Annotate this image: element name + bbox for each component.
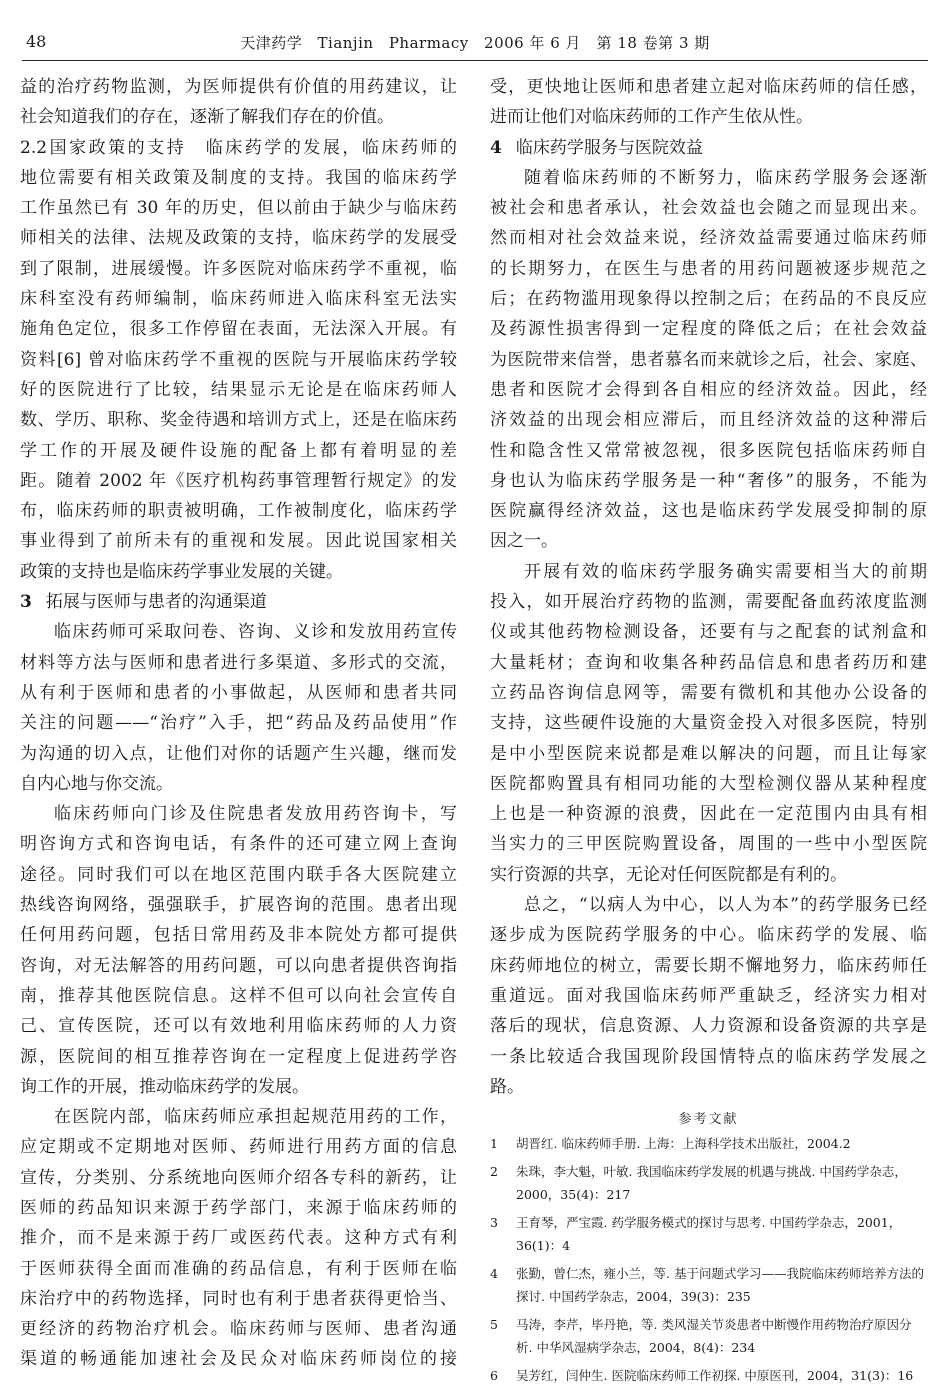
left-column [20,72,457,1375]
section-heading [20,133,457,163]
references-title: 参考文献 [678,1112,739,1128]
text-line: 身也认为临床药学服务是一种“奢侈”的服务，不能为 [490,470,927,491]
text-line: 为沟通的切入点，让他们对你的话题产生兴趣，继而发 [20,743,457,764]
text-line: 医院都购置具有相同功能的大型检测仪器从某种程度 [490,773,927,794]
text-line: 距。随着 2002 年《医疗机构药事管理暂行规定》的发 [20,470,457,491]
reference-item [490,1313,927,1360]
text-line: 床治疗中的药物选择，同时也有利于患者获得更恰当、 [20,1288,457,1309]
text-line: 政策的支持也是临床药学事业发展的关键。 [20,561,343,582]
text-line: 宣传，分类别、分系统地向医师介绍各专科的新药，让 [20,1167,457,1188]
references-list [490,1132,927,1387]
text-line: 因之一。 [490,531,558,552]
text-line: 资料[6] 曾对临床药学不重视的医院与开展临床药学较 [20,349,457,370]
text-line: 路。 [490,1076,524,1097]
text-line: 及药源性损害得到一定程度的降低之后；在社会效益 [490,319,927,340]
text-line: 逐步成为医院药学服务的中心。临床药学的发展、临 [490,925,927,946]
text-line: 患者和医院才会得到各自相应的经济效益。因此，经 [490,379,927,400]
text-line: 落后的现状，信息资源、人力资源和设备资源的共享是 [490,1016,927,1037]
reference-number: 1 [490,1136,498,1152]
section-heading-text: 拓展与医师与患者的沟通渠道 [45,592,267,613]
text-line: 途径。同时我们可以在地区范围内联手各大医院建立 [20,864,457,885]
section-heading-text: 国家政策的支持 临床药学的发展，临床药师的 [47,137,457,158]
text-line: 咨询，对无法解答的用药问题，可以向患者提供咨询指 [20,955,457,976]
text-line: 实行资源的共享，无论对任何医院都是有利的。 [490,864,847,885]
text-line: 事业得到了前所未有的重视和发展。因此说国家相关 [20,531,457,552]
reference-text: 张勤，曾仁杰，雍小兰，等. 基于问题式学习——我院临床药师培养方法的探讨. 中国药学杂志，2004，39(3)：235 [516,1265,924,1305]
reference-text: 马涛，李芹，毕丹艳，等. 类风湿关节炎患者中断慢作用药物治疗原因分析. 中华风湿病学杂志，2004，8(4)：234 [516,1316,912,1356]
reference-text: 胡晋红. 临床药师手册. 上海：上海科学技术出版社，2004.2 [516,1136,851,1152]
reference-number: 4 [490,1265,498,1281]
text-line: 床科室没有药师编制，临床药师进入临床科室无法实 [20,289,457,310]
reference-number: 5 [490,1316,498,1332]
text-line: 热线咨询网络，强强联手，扩展咨询的范围。患者出现 [20,895,457,916]
section-number: 4 [490,137,502,158]
text-line: 临床药师可采取问卷、咨询、义诊和发放用药宣传 [54,622,457,643]
text-line: 自内心地与你交流。 [20,773,173,794]
right-column-text [490,72,927,1102]
text-line: 关注的问题——“治疗”入手，把“药品及药品使用”作 [20,713,457,734]
text-line: 当实力的三甲医院购置设备，周围的一些中小型医院 [490,834,927,855]
text-line: 于医师获得全面而准确的药品信息，有利于医师在临 [20,1258,457,1279]
text-line: 上也是一种资源的浪费，因此在一定范围内由具有相 [490,804,927,825]
journal-running-head [22,32,928,53]
reference-text: 吴芳红，闫仲生. 医院临床药师工作初探. 中原医刊，2004，31(3)：16 [516,1367,914,1383]
text-line: 临床药师向门诊及住院患者发放用药咨询卡，写 [54,804,457,825]
text-line: 的长期努力，在医生与患者的用药问题被逐步规范之 [490,258,927,279]
text-line: 大量耗材；查询和收集各种药品信息和患者药历和建 [490,652,927,673]
text-line: 工作虽然已有 30 年的历史，但以前由于缺少与临床药 [20,198,457,219]
text-line: 南，推荐其他医院信息。这样不但可以向社会宣传自 [20,985,457,1006]
text-line: 性和隐含性又常常被忽视，很多医院包括临床药师自 [490,440,927,461]
text-line: 然而相对社会效益来说，经济效益需要通过临床药师 [490,228,927,249]
text-line: 后；在药物滥用现象得以控制之后；在药品的不良反应 [490,289,927,310]
text-line: 数、学历、职称、奖金待遇和培训方式上，还是在临床药 [20,410,457,431]
text-line: 己、宣传医院，还可以有效地利用临床药师的人力资 [20,1016,457,1037]
text-line: 材料等方法与医师和患者进行多渠道、多形式的交流， [20,652,457,673]
section-number: 3 [20,592,32,613]
reference-item [490,1262,927,1309]
section-heading [490,133,927,163]
text-line: 床药师地位的树立，需要长期不懈地努力，临床药师任 [490,955,927,976]
text-line: 益的治疗药物监测，为医师提供有价值的用药建议，让 [20,77,457,97]
text-line: 推介，而不是来源于药厂或医药代表。这种方式有利 [20,1228,457,1249]
text-line: 医师的药品知识来源于药学部门，来源于临床药师的 [20,1197,457,1218]
section-number: 2.2 [20,137,48,158]
text-line: 任何用药问题，包括日常用药及非本院处方都可提供 [20,925,457,946]
text-line: 社会知道我们的存在，逐渐了解我们存在的价值。 [20,107,394,128]
text-line: 好的医院进行了比较，结果显示无论是在临床药师人 [20,379,457,400]
reference-number: 2 [490,1163,498,1179]
text-line: 随着临床药师的不断努力，临床药学服务会逐渐 [524,167,927,188]
references-section [490,1108,927,1387]
text-line: 布，临床药师的职责被明确，工作被制度化，临床药学 [20,501,457,522]
right-column [490,72,927,1391]
text-line: 为医院带来信誉，患者慕名而来就诊之后，社会、家庭、 [490,349,927,370]
reference-number: 3 [490,1214,498,1230]
journal-issue: 2006 年 6 月 第 18 卷第 3 期 [484,34,710,52]
reference-text: 朱珠，李大魁，叶敏. 我国临床药学发展的机遇与挑战. 中国药学杂志，2000，35(4)：217 [516,1163,907,1203]
text-line: 到了限制，进展缓慢。许多医院对临床药学不重视，临 [20,258,457,279]
text-line: 医院赢得经济效益，这也是临床药学发展受抑制的原 [490,501,927,522]
text-line: 从有利于医师和患者的小事做起，从医师和患者共同 [20,682,457,703]
reference-item [490,1211,927,1258]
reference-text: 王育琴，严宝霞. 药学服务模式的探讨与思考. 中国药学杂志，2001，36(1)：4 [516,1214,902,1254]
reference-item [490,1364,927,1388]
page-header [22,32,928,61]
reference-item [490,1160,927,1207]
text-line: 被社会和患者承认，社会效益也会随之而显现出来。 [490,198,927,219]
reference-number: 6 [490,1367,498,1383]
text-line: 开展有效的临床药学服务确实需要相当大的前期 [524,561,927,582]
text-line: 渠道的畅通能加速社会及民众对临床药师岗位的接 [20,1349,457,1370]
text-line: 施角色定位，很多工作停留在表面，无法深入开展。有 [20,319,457,340]
text-line: 明咨询方式和咨询电话，有条件的还可建立网上查询 [20,834,457,855]
text-line: 重道远。面对我国临床药师严重缺乏，经济实力相对 [490,985,927,1006]
text-line: 立药品咨询信息网等，需要有微机和其他办公设备的 [490,682,927,703]
text-line: 一条比较适合我国现阶段国情特点的临床药学发展之 [490,1046,927,1067]
text-line: 源，医院间的相互推荐咨询在一定程度上促进药学咨 [20,1046,457,1067]
section-heading [20,587,457,617]
section-heading-text: 临床药学服务与医院效益 [515,137,703,158]
text-line: 仪或其他药物检测设备，还要有与之配套的试剂盒和 [490,622,927,643]
text-line: 支持，这些硬件设施的大量资金投入对很多医院，特别 [490,713,927,734]
journal-name-en-2: Pharmacy [388,34,469,52]
text-line: 地位需要有相关政策及制度的支持。我国的临床药学 [20,167,457,188]
journal-name-cn: 天津药学 [240,34,303,52]
text-line: 总之，“以病人为中心，以人为本”的药学服务已经 [524,895,927,916]
journal-name-en-1: Tianjin [317,34,374,52]
text-line: 询工作的开展，推动临床药学的发展。 [20,1076,309,1097]
page-number: 48 [26,32,47,51]
text-line: 在医院内部，临床药师应承担起规范用药的工作， [54,1107,457,1128]
text-line: 学工作的开展及硬件设施的配备上都有着明显的差 [20,440,457,461]
reference-item [490,1132,927,1156]
text-line: 是中小型医院来说都是难以解决的问题，而且让每家 [490,743,927,764]
text-line: 更经济的药物治疗机会。临床药师与医师、患者沟通 [20,1319,457,1340]
text-line: 受，更快地让医师和患者建立起对临床药师的信任感， [490,77,927,97]
text-line: 应定期或不定期地对医师、药师进行用药方面的信息 [20,1137,457,1158]
text-line: 济效益的出现会相应滞后，而且经济效益的这种滞后 [490,410,927,431]
text-line: 进而让他们对临床药师的工作产生依从性。 [490,107,813,128]
text-line: 师相关的法律、法规及政策的支持，临床药学的发展受 [20,228,457,249]
text-line: 投入，如开展治疗药物的监测，需要配备血药浓度监测 [490,592,927,613]
